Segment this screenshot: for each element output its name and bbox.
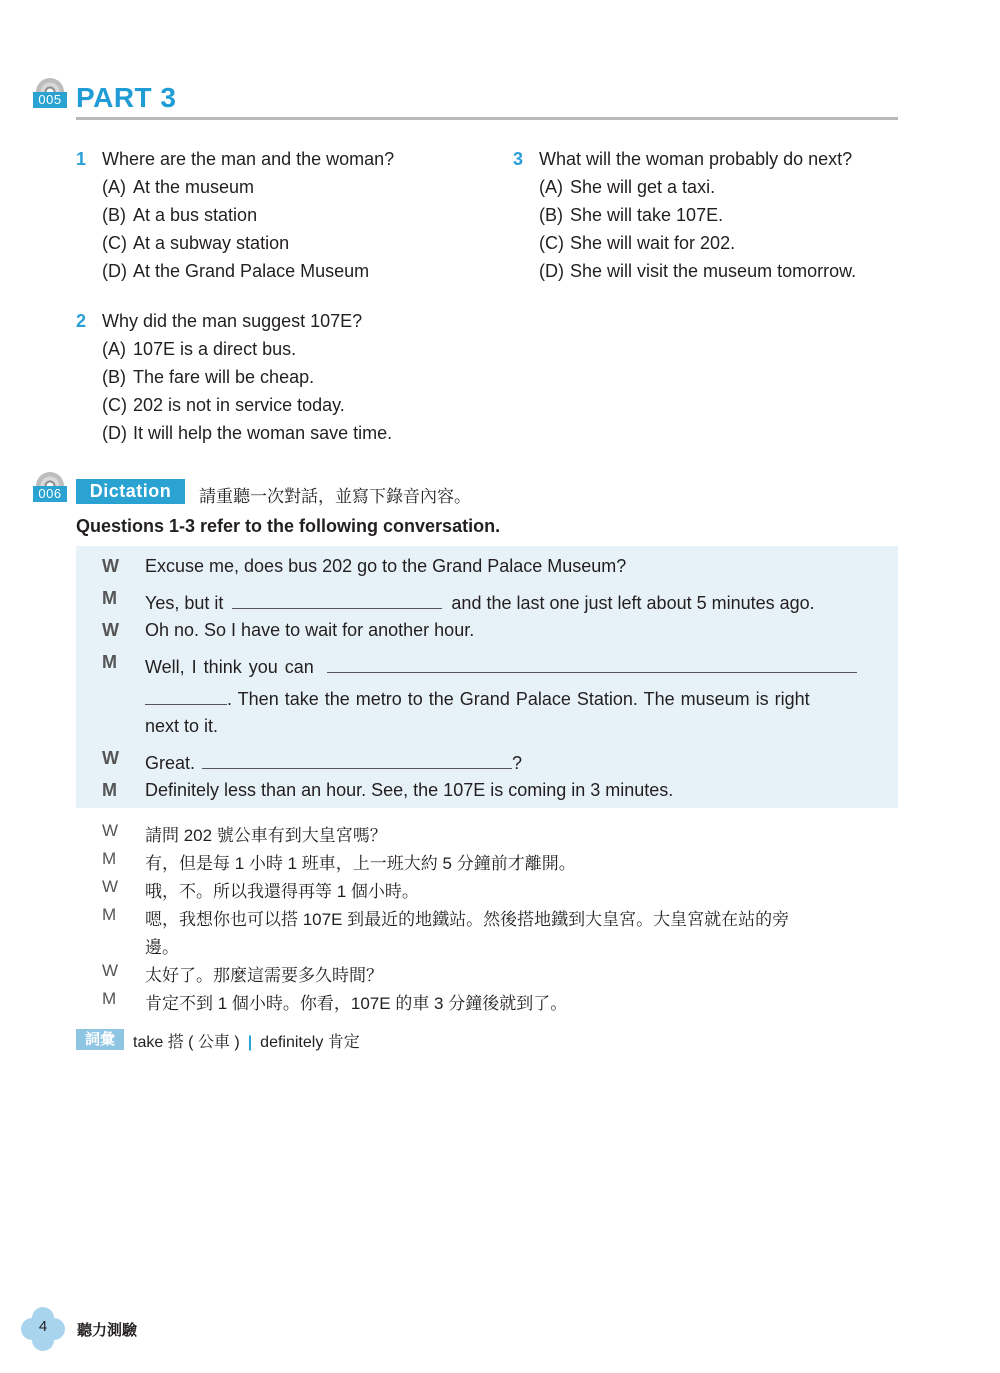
option-c: (C) At a subway station <box>102 233 290 253</box>
speaker-label: M <box>102 849 117 868</box>
translation-line: 太好了。那麼這需要多久時間？ <box>145 966 383 985</box>
translation-line: 哦，不。所以我還得再等 1 個小時。 <box>145 882 419 901</box>
dialogue-line: Well, I think you can <box>145 652 857 678</box>
speaker-label: M <box>102 652 117 672</box>
part-title: PART 3 <box>76 82 177 113</box>
vocab-item: definitely 肯定 <box>260 1034 360 1051</box>
dialogue-line: Great. ? <box>145 748 522 774</box>
answer-blank[interactable] <box>327 652 857 673</box>
question-3 <box>513 145 933 285</box>
option-c: (C) She will wait for 202. <box>539 233 736 253</box>
option-c: (C) 202 is not in service today. <box>102 395 345 415</box>
dialogue-line: Yes, but it and the last one just left about 5 minutes ago. <box>145 588 815 614</box>
page-number: 4 <box>38 1318 48 1335</box>
translation-line: 邊。 <box>145 938 179 957</box>
speaker-label: W <box>102 877 119 896</box>
dialogue-line: Excuse me, does bus 202 go to the Grand Palace Museum? <box>145 556 627 576</box>
dictation-instruction: 請重聽一次對話，並寫下錄音內容。 <box>199 487 471 506</box>
question-number: 1 <box>76 149 87 169</box>
speaker-label: M <box>102 780 117 800</box>
option-b: (B) The fare will be cheap. <box>102 367 315 387</box>
answer-blank[interactable] <box>145 684 227 705</box>
refer-heading: Questions 1-3 refer to the following conversation. <box>76 516 501 536</box>
speaker-label: M <box>102 905 117 924</box>
question-2 <box>76 307 496 447</box>
speaker-label: W <box>102 821 119 840</box>
cd-track-icon <box>33 472 69 506</box>
dialogue-line: Definitely less than an hour. See, the 107E is coming in 3 minutes. <box>145 780 674 800</box>
option-d: (D) At the Grand Palace Museum <box>102 261 370 281</box>
translation-line: 嗯，我想你也可以搭 107E 到最近的地鐵站。然後搭地鐵到大皇宮。大皇宮就在站的旁 <box>145 910 790 929</box>
question-stem: Why did the man suggest 107E? <box>102 311 363 331</box>
option-b: (B) She will take 107E. <box>539 205 724 225</box>
option-a: (A) 107E is a direct bus. <box>102 339 297 359</box>
vocab-item: take 搭 ( 公車 ) <box>133 1034 240 1051</box>
speaker-label: W <box>102 620 119 640</box>
divider <box>76 117 898 120</box>
dialogue-line: next to it. <box>145 716 219 736</box>
option-b: (B) At a bus station <box>102 205 258 225</box>
speaker-label: M <box>102 588 117 608</box>
speaker-label: M <box>102 989 117 1008</box>
answer-blank[interactable] <box>202 748 512 769</box>
dialogue-line: Oh no. So I have to wait for another hour. <box>145 620 475 640</box>
vocab-tag: 詞彙 <box>76 1029 124 1050</box>
vocab-list <box>133 1029 360 1052</box>
question-stem: Where are the man and the woman? <box>102 149 395 169</box>
option-d: (D) It will help the woman save time. <box>102 423 393 443</box>
question-stem: What will the woman probably do next? <box>539 149 853 169</box>
option-d: (D) She will visit the museum tomorrow. <box>539 261 857 281</box>
translation-line: 有，但是每 1 小時 1 班車，上一班大約 5 分鐘前才離開。 <box>145 854 576 873</box>
dialogue-line: . Then take the metro to the Grand Palace Station. The museum is right <box>145 684 810 710</box>
speaker-label: W <box>102 961 119 980</box>
track-number: 006 <box>33 486 67 502</box>
question-number: 2 <box>76 311 87 331</box>
question-1 <box>76 145 496 285</box>
speaker-label: W <box>102 556 119 576</box>
speaker-label: W <box>102 748 119 768</box>
cd-track-icon <box>33 78 69 112</box>
footer-title: 聽力測驗 <box>77 1322 138 1339</box>
translation-line: 請問 202 號公車有到大皇宮嗎？ <box>145 826 387 845</box>
dictation-label: Dictation <box>76 479 185 504</box>
translation-line: 肯定不到 1 個小時。你看，107E 的車 3 分鐘後就到了。 <box>145 994 568 1013</box>
answer-blank[interactable] <box>232 588 442 609</box>
track-number: 005 <box>33 92 67 108</box>
vocab-separator: | <box>247 1034 253 1051</box>
question-number: 3 <box>513 149 524 169</box>
option-a: (A) At the museum <box>102 177 255 197</box>
option-a: (A) She will get a taxi. <box>539 177 716 197</box>
